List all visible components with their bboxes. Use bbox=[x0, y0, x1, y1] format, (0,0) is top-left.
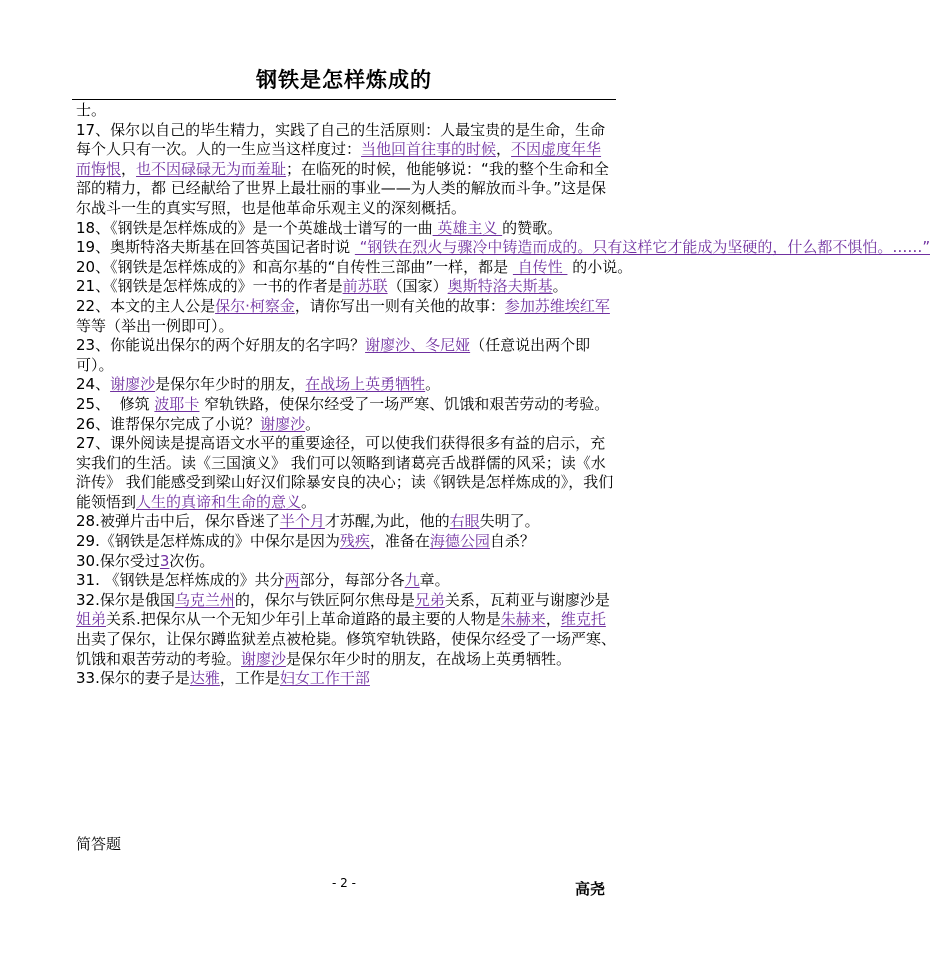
document-title: 钢铁是怎样炼成的 bbox=[256, 68, 432, 92]
question-text: 26、谁帮保尔完成了小说？ bbox=[76, 414, 261, 433]
question-item bbox=[76, 297, 616, 336]
author-name: 高尧 bbox=[575, 880, 606, 898]
question-item bbox=[76, 121, 616, 219]
question-text: 27、课外阅读是提高语文水平的重要途径，可以使我们获得很多有益的启示，充实我们的生活。读《三国演义》 我们可以领略到诸葛亮舌战群儒的风采；读《水浒传》 我们能感受到梁山好汉们除暴安良的决心；读《钢铁是怎样炼成的》，我们能领悟到 bbox=[76, 434, 614, 511]
answer-text: “钢铁在烈火与骤冷中铸造而成的。只有这样它才能成为坚硬的，什么都不惧怕。……” bbox=[354, 238, 930, 257]
answer-text: 乌克兰州 bbox=[174, 590, 235, 609]
answer-text: 妇女工作干部 bbox=[279, 669, 370, 688]
question-text: 才苏醒,为此，他的 bbox=[324, 512, 450, 531]
question-text: 等等（举出一例即可）。 bbox=[76, 316, 234, 335]
question-text: 24、 bbox=[76, 375, 111, 394]
question-text: 25、 修筑 bbox=[76, 394, 155, 413]
answer-text: 参加苏维埃红军 bbox=[504, 296, 610, 315]
header-rule bbox=[72, 99, 616, 100]
question-item bbox=[76, 512, 616, 532]
question-text: ；在临死的时候，他能够说：“我的整个生命和全部的精力，都 已经献给了世界上最壮丽的事业——为人类的解放而斗争。”这是保尔战斗一生的真实写照，也是他革命乐观主义的深刻概括。 bbox=[76, 159, 609, 217]
question-item bbox=[76, 257, 633, 278]
answer-text: 谢廖沙 bbox=[110, 375, 156, 394]
answer-text: 奥斯特洛夫斯基 bbox=[447, 277, 553, 296]
question-text: 31. 《钢铁是怎样炼成的》共分 bbox=[76, 571, 285, 590]
answer-text: 达雅 bbox=[189, 669, 220, 688]
question-item bbox=[76, 532, 616, 552]
question-text: 次伤。 bbox=[169, 551, 215, 570]
answer-text: 海德公园 bbox=[429, 532, 490, 551]
question-item bbox=[76, 669, 616, 689]
answer-text: 保尔·柯察金 bbox=[215, 296, 295, 315]
question-item bbox=[76, 336, 616, 375]
answer-text: 谢廖沙 bbox=[260, 414, 306, 433]
answer-text: 3 bbox=[159, 551, 170, 570]
question-item bbox=[76, 238, 930, 258]
answer-text: 人生的真谛和生命的意义 bbox=[136, 492, 302, 511]
question-text: 章。 bbox=[419, 571, 450, 590]
question-text: 21、《钢铁是怎样炼成的》一书的作者是 bbox=[76, 277, 343, 296]
question-text: 18、《钢铁是怎样炼成的》是一个英雄战士谱写的一曲 bbox=[76, 218, 433, 237]
answer-text: 也不因碌碌无为而羞耻 bbox=[136, 159, 287, 178]
answer-text: 残疾 bbox=[339, 532, 370, 551]
question-text: 是保尔年少时的朋友， bbox=[155, 375, 306, 394]
question-text: 。 bbox=[301, 492, 317, 511]
answer-text: 两 bbox=[284, 571, 300, 590]
question-text: ，工作是 bbox=[219, 669, 280, 688]
answer-text: 英雄主义 bbox=[432, 218, 503, 237]
answer-text: 前苏联 bbox=[342, 277, 388, 296]
answer-text: 谢廖沙、冬尼娅 bbox=[365, 336, 471, 355]
question-text: 。 bbox=[425, 375, 441, 394]
question-text: ， bbox=[496, 140, 512, 159]
question-text: 23、你能说出保尔的两个好朋友的名字吗？ bbox=[76, 336, 366, 355]
question-text: 是保尔年少时的朋友，在战场上英勇牺牲。 bbox=[286, 649, 572, 668]
answer-text: 半个月 bbox=[279, 512, 325, 531]
page-number: - 2 - bbox=[332, 876, 356, 890]
answer-text: 自传性 bbox=[512, 257, 568, 276]
question-text: 士。 bbox=[76, 101, 107, 119]
answer-text: 谢廖沙 bbox=[241, 649, 287, 668]
question-text: ， bbox=[545, 610, 561, 629]
question-text: 关系.把保尔从一个无知少年引上革命道路的最主要的人物是 bbox=[106, 610, 501, 629]
answer-text: 波耶卡 bbox=[154, 394, 200, 413]
question-text: ， bbox=[121, 159, 137, 178]
question-text: （任意说出两个即可）。 bbox=[76, 336, 591, 374]
question-item bbox=[76, 395, 616, 415]
question-text: 29.《钢铁是怎样炼成的》中保尔是因为 bbox=[76, 532, 340, 551]
answer-text: 右眼 bbox=[449, 512, 480, 531]
question-text: （国家） bbox=[387, 277, 448, 296]
answer-text: 九 bbox=[404, 571, 420, 590]
question-text: 。 bbox=[305, 414, 321, 433]
question-text: 33.保尔的妻子是 bbox=[76, 669, 190, 688]
answer-text: 姐弟 bbox=[76, 610, 107, 629]
question-item bbox=[76, 219, 616, 239]
question-text: 32.保尔是俄国 bbox=[76, 590, 175, 609]
question-item bbox=[76, 375, 616, 395]
question-item bbox=[76, 591, 616, 669]
question-text: ，请你写出一则有关他的故事： bbox=[294, 296, 505, 315]
question-text: 失明了。 bbox=[479, 512, 540, 531]
question-text: 28.被弹片击中后，保尔昏迷了 bbox=[76, 512, 280, 531]
question-text: 关系，瓦莉亚与谢廖沙是 bbox=[444, 590, 610, 609]
question-text: 出卖了保尔，让保尔蹲监狱差点被枪毙。修筑窄轨铁路，使保尔经受了一场严寒、饥饿和艰苦劳动的考验。 bbox=[76, 630, 617, 668]
question-text: ，准备在 bbox=[369, 532, 430, 551]
answer-text: 不因虚度年华而悔恨 bbox=[76, 140, 602, 178]
question-text: 22、本文的主人公是 bbox=[76, 296, 216, 315]
answer-text: 兄弟 bbox=[414, 590, 445, 609]
question-text: 17、保尔以自己的毕生精力，实践了自己的生活原则：人最宝贵的是生命，生命每个人只有一次。人的一生应当这样度过： bbox=[76, 120, 606, 159]
question-item bbox=[76, 571, 616, 591]
answer-text: 维克托 bbox=[560, 610, 606, 629]
question-text: 的，保尔与铁匠阿尔焦母是 bbox=[234, 590, 415, 609]
answer-text: 在战场上英勇牺牲 bbox=[305, 375, 426, 394]
continued-text bbox=[76, 101, 616, 121]
question-text: 。 bbox=[552, 277, 568, 296]
question-text: 的小说。 bbox=[567, 257, 633, 276]
question-item bbox=[76, 415, 616, 435]
question-text: 30.保尔受过 bbox=[76, 551, 160, 570]
section-heading: 简答题 bbox=[76, 835, 122, 853]
question-text: 20、《钢铁是怎样炼成的》和高尔基的“自传性三部曲”一样，都是 bbox=[76, 257, 513, 276]
question-item bbox=[76, 552, 616, 572]
answer-text: 当他回首往事的时候 bbox=[361, 140, 497, 159]
question-item bbox=[76, 277, 616, 297]
answer-text: 朱赫来 bbox=[500, 610, 546, 629]
question-text: 自杀？ bbox=[489, 532, 535, 551]
question-text: 19、奥斯特洛夫斯基在回答英国记者时说 bbox=[76, 238, 355, 257]
question-text: 部分，每部分各 bbox=[299, 571, 405, 590]
question-list bbox=[76, 101, 930, 689]
question-text: 的赞歌。 bbox=[502, 218, 563, 237]
question-text: 窄轨铁路，使保尔经受了一场严寒、饥饿和艰苦劳动的考验。 bbox=[199, 394, 610, 413]
question-item bbox=[76, 434, 616, 512]
